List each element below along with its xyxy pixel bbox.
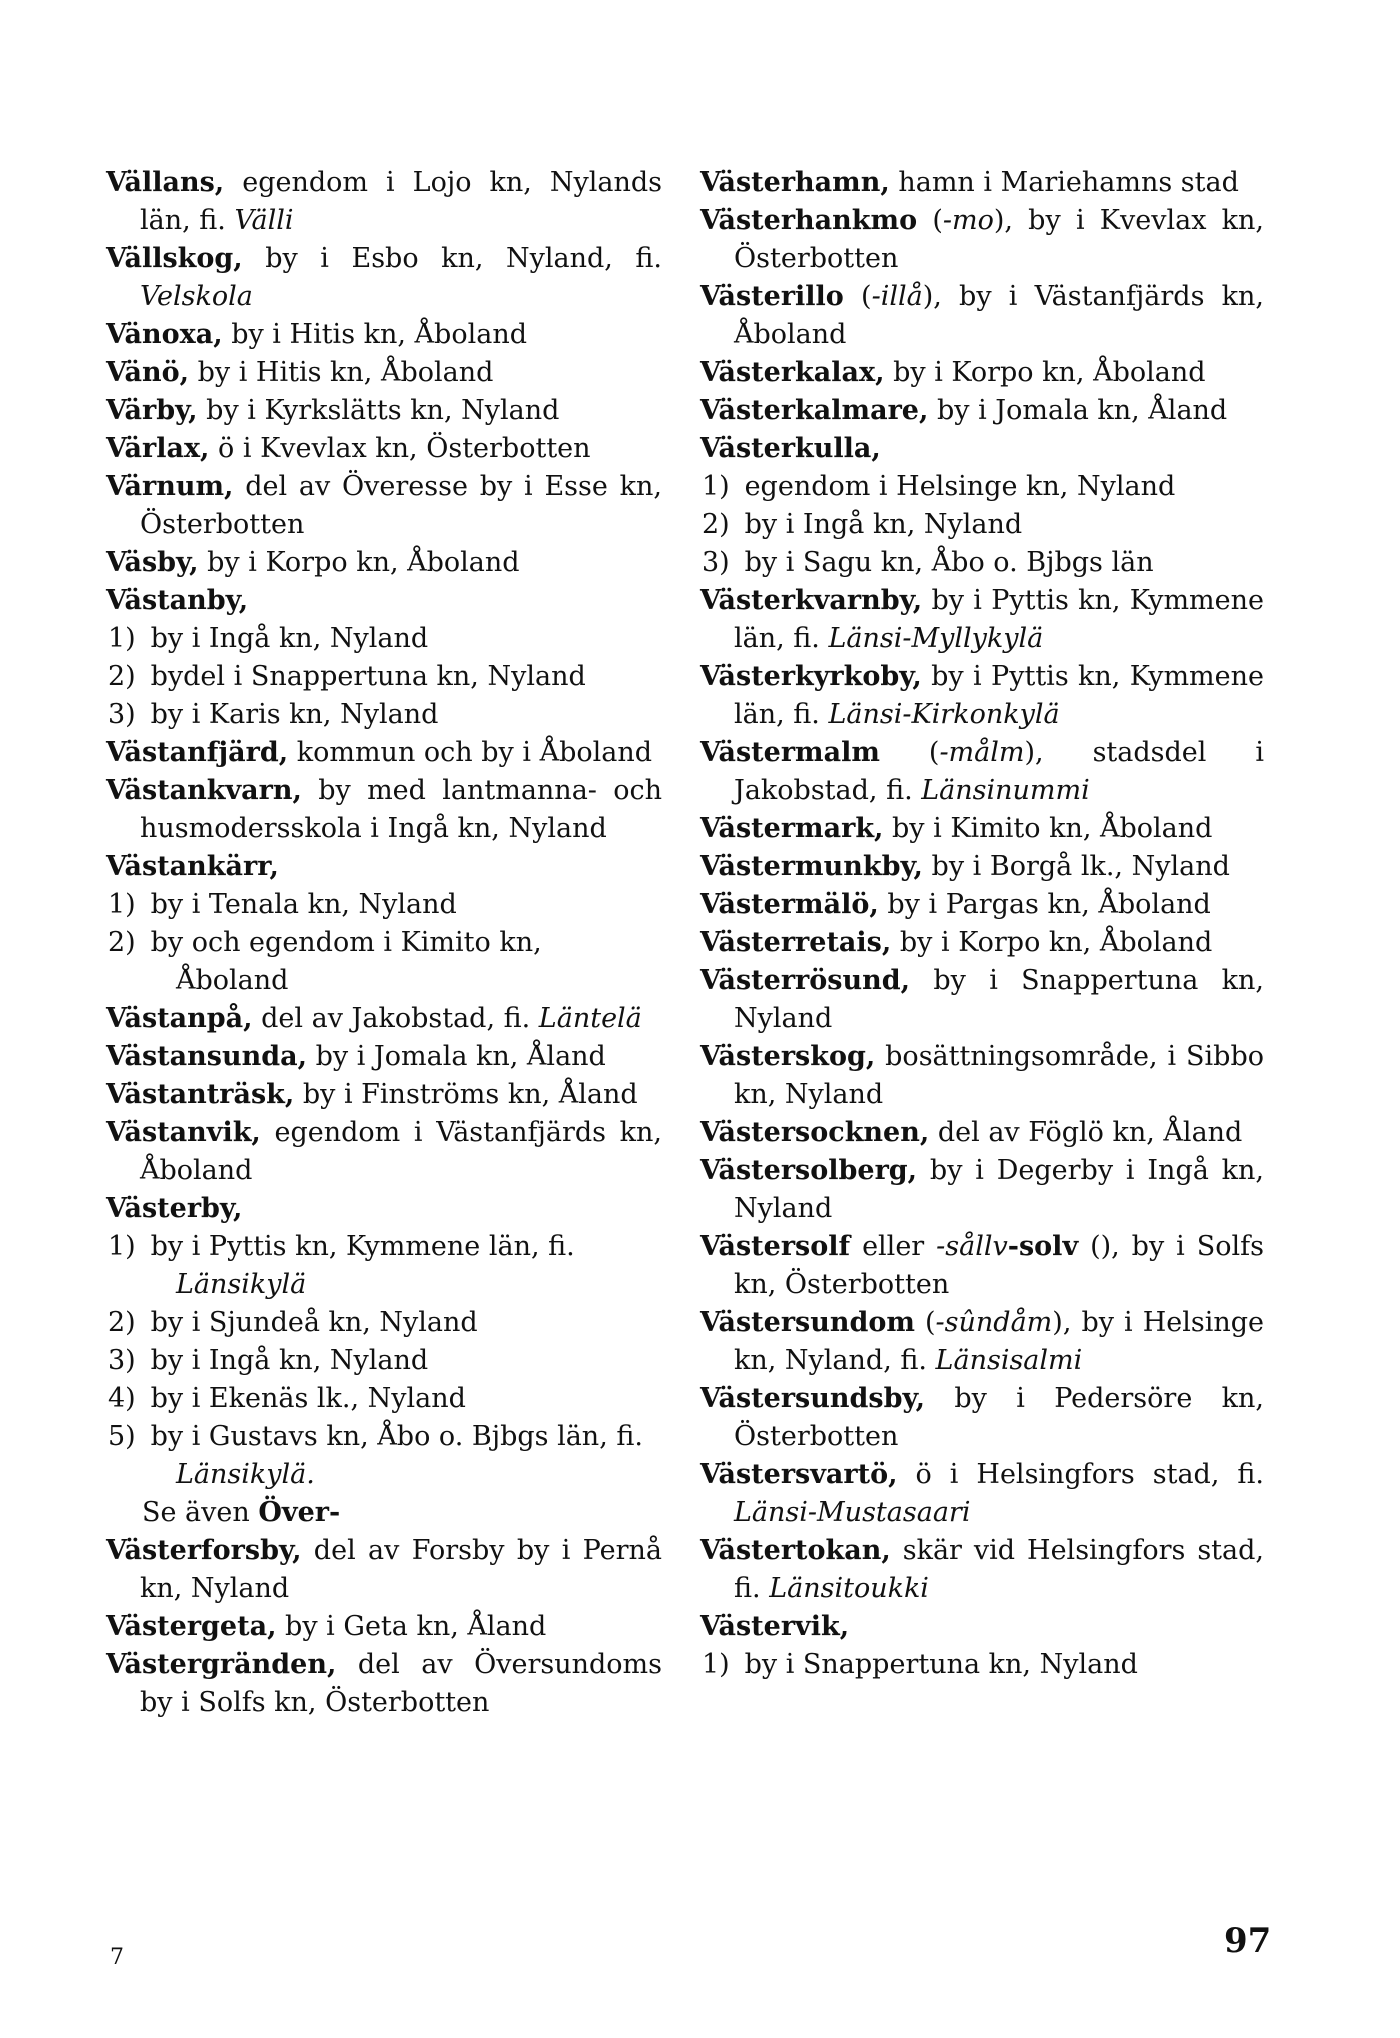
- dictionary-entry: [700, 392, 1264, 430]
- dictionary-entry: [700, 1608, 1264, 1646]
- sub-item-finnish-name: Länsikylä: [176, 1269, 307, 1300]
- entry-text: by i Finströms kn, Åland: [294, 1079, 638, 1110]
- sub-item-text: by i Pyttis kn, Kymmene län, fi.: [142, 1231, 575, 1262]
- entry-headword: Västerskog,: [700, 1041, 876, 1072]
- dictionary-entry: [106, 1038, 662, 1076]
- dictionary-entry: [106, 468, 662, 544]
- entry-headword: Värlax,: [106, 433, 210, 464]
- entry-finnish-name: -mo: [942, 205, 994, 236]
- see-also-reference: Över-: [258, 1497, 341, 1528]
- dictionary-entry: [700, 582, 1264, 658]
- entry-text: by i Pargas kn, Åboland: [878, 889, 1211, 920]
- dictionary-entry: [106, 582, 662, 620]
- entry-headword: Värnum,: [106, 471, 234, 502]
- dictionary-entry: [106, 734, 662, 772]
- entry-text: kommun och by i Åboland: [288, 737, 653, 768]
- dictionary-entry: [700, 1532, 1264, 1608]
- entry-headword: Västermark,: [700, 813, 884, 844]
- dictionary-entry: [106, 1076, 662, 1114]
- entry-text: skär vid Helsingfors stad, fi.: [734, 1535, 1264, 1604]
- entry-text: by i Jomala kn, Åland: [307, 1041, 606, 1072]
- dictionary-entry: [700, 848, 1264, 886]
- sub-item-text: egendom i Helsinge kn, Nyland: [736, 471, 1176, 502]
- entry-text: (: [914, 1307, 936, 1338]
- entry-text: ), by i Kvevlax kn, Österbotten: [734, 205, 1264, 274]
- sub-item-text: by i Karis kn, Nyland: [142, 699, 439, 730]
- entry-headword: Värby,: [106, 395, 198, 426]
- see-also: [106, 1494, 662, 1532]
- entry-headword: Västerretais,: [700, 927, 892, 958]
- entry-text: by i Korpo kn, Åboland: [891, 927, 1213, 958]
- entry-sub-item: 3) by i Ingå kn, Nyland: [108, 1345, 429, 1376]
- entry-finnish-name: Länsisalmi: [935, 1345, 1083, 1376]
- entry-text: by i Jomala kn, Åland: [928, 395, 1228, 426]
- entry-headword: Västanby,: [106, 585, 249, 616]
- see-also-text: Se även: [142, 1497, 259, 1528]
- entry-headword: Västerforsby,: [106, 1535, 302, 1566]
- entry-headword: Västerhamn,: [700, 167, 890, 198]
- entry-sub-item: 2) by och egendom i Kimito kn, Åboland: [108, 927, 542, 996]
- entry-text: (: [917, 205, 943, 236]
- entry-finnish-name: -sûndåm: [935, 1307, 1053, 1338]
- sub-item-text: by i Ingå kn, Nyland: [142, 1345, 429, 1376]
- entry-finnish-name: -sållv: [936, 1231, 1008, 1262]
- sub-item-text: by i Ingå kn, Nyland: [736, 509, 1023, 540]
- entry-text: by i Pyttis kn, Kymmene län, fi.: [734, 585, 1264, 654]
- entry-text: by i Pyttis kn, Kymmene län, fi.: [734, 661, 1264, 730]
- dictionary-entry: [700, 810, 1264, 848]
- entry-headword: Västergeta,: [106, 1611, 277, 1642]
- dictionary-entry: [700, 1038, 1264, 1114]
- entry-sub-item: 1) by i Pyttis kn, Kymmene län, fi. Länsikylä: [108, 1231, 575, 1300]
- entry-text: by i Korpo kn, Åboland: [198, 547, 520, 578]
- entry-text: (: [843, 281, 872, 312]
- dictionary-entry: [700, 1456, 1264, 1532]
- entry-headword: Västerkalmare,: [700, 395, 929, 426]
- entry-text: ), stadsdel i Jakobstad, fi.: [734, 737, 1264, 806]
- entry-headword: Västervik,: [700, 1611, 850, 1642]
- dictionary-entry: [700, 1114, 1264, 1152]
- entry-headword: Västankärr,: [106, 851, 279, 882]
- sub-item-text: by i Ingå kn, Nyland: [142, 623, 429, 654]
- page-number: 97: [1224, 1921, 1272, 1961]
- dictionary-entry: [106, 430, 662, 468]
- sub-item-finnish-name: Länsikylä.: [176, 1459, 315, 1490]
- entry-finnish-name: Länsinummi: [921, 775, 1090, 806]
- dictionary-entry: [106, 848, 662, 886]
- sub-item-text: by i Ekenäs lk., Nyland: [142, 1383, 466, 1414]
- entry-headword: Västankvarn,: [106, 775, 302, 806]
- entry-text: ), by i Helsinge kn, Nyland, fi.: [734, 1307, 1264, 1376]
- entry-text: ), by i Västanfjärds kn, Åboland: [734, 281, 1264, 350]
- entry-headword: Västersolf: [700, 1231, 851, 1262]
- sub-item-text: by och egendom i Kimito kn, Åboland: [142, 927, 542, 996]
- dictionary-entry: [700, 924, 1264, 962]
- entry-headword: Västanfjärd,: [106, 737, 289, 768]
- entry-headword-variant: -solv: [1007, 1231, 1079, 1262]
- entry-finnish-name: Länsitoukki: [769, 1573, 929, 1604]
- entry-headword: Västerkalax,: [700, 357, 885, 388]
- entry-finnish-name: Velskola: [140, 281, 253, 312]
- entry-text: (: [879, 737, 940, 768]
- sub-item-text: by i Sagu kn, Åbo o. Bjbgs län: [736, 547, 1154, 578]
- left-column: [106, 164, 662, 1722]
- entry-text: ö i Kvevlax kn, Österbotten: [209, 433, 591, 464]
- dictionary-entry: [106, 164, 662, 240]
- dictionary-entry: [106, 240, 662, 316]
- entry-sub-item: 2) by i Ingå kn, Nyland: [702, 509, 1023, 540]
- entry-text: hamn i Mariehamns stad: [889, 167, 1239, 198]
- entry-sub-item: 3) by i Karis kn, Nyland: [108, 699, 439, 730]
- dictionary-entry: [106, 544, 662, 582]
- entry-text: bosättningsområde, i Sibbo kn, Nyland: [734, 1041, 1264, 1110]
- entry-headword: Västerrösund,: [700, 965, 911, 996]
- entry-headword: Västerillo: [700, 281, 844, 312]
- entry-headword: Västermälö,: [700, 889, 879, 920]
- entry-headword: Västermalm: [700, 737, 880, 768]
- dictionary-entry: [700, 658, 1264, 734]
- dictionary-entry: [700, 1152, 1264, 1228]
- entry-text: by i Borgå lk., Nyland: [922, 851, 1230, 882]
- dictionary-entry: [106, 392, 662, 430]
- dictionary-entry: [106, 1114, 662, 1190]
- entry-headword: Västerhankmo: [700, 205, 918, 236]
- entry-text: by i Kimito kn, Åboland: [883, 813, 1213, 844]
- entry-finnish-name: Länsi-Mustasaari: [734, 1497, 971, 1528]
- dictionary-entry: [700, 1380, 1264, 1456]
- entry-text: by med lantmanna- och husmodersskola i Ingå kn, Nyland: [140, 775, 662, 844]
- entry-text: by i Hitis kn, Åboland: [222, 319, 527, 350]
- dictionary-entry: [700, 1228, 1264, 1304]
- dictionary-entry: [106, 1608, 662, 1646]
- dictionary-entry: [106, 1532, 662, 1608]
- right-column: [700, 164, 1264, 1684]
- entry-sub-item: 2) bydel i Snappertuna kn, Nyland: [108, 661, 586, 692]
- entry-text: del av Forsby by i Pernå kn, Nyland: [140, 1535, 662, 1604]
- dictionary-entry: [700, 430, 1264, 468]
- dictionary-entry: [106, 316, 662, 354]
- entry-headword: Västerkvarnby,: [700, 585, 923, 616]
- entry-text: del av Överesse by i Esse kn, Österbotten: [140, 471, 662, 540]
- entry-headword: Västerkulla,: [700, 433, 881, 464]
- entry-sub-item: 1) by i Tenala kn, Nyland: [108, 889, 457, 920]
- entry-headword: Västersundsby,: [700, 1383, 925, 1414]
- entry-text: del av Jakobstad, fi.: [252, 1003, 539, 1034]
- entry-headword: Västerby,: [106, 1193, 243, 1224]
- entry-headword: Västersolberg,: [700, 1155, 918, 1186]
- entry-sub-item: 2) by i Sjundeå kn, Nyland: [108, 1307, 478, 1338]
- entry-text: by i Hitis kn, Åboland: [189, 357, 494, 388]
- entry-headword: Västersocknen,: [700, 1117, 930, 1148]
- entry-text: by i Geta kn, Åland: [276, 1611, 547, 1642]
- entry-sub-item: 1) egendom i Helsinge kn, Nyland: [702, 471, 1176, 502]
- dictionary-entry: [106, 1190, 662, 1228]
- entry-text: by i Snappertuna kn, Nyland: [734, 965, 1264, 1034]
- entry-text: ), by i Solfs kn, Österbotten: [734, 1231, 1264, 1300]
- dictionary-entry: [700, 202, 1264, 278]
- entry-headword: Vänoxa,: [106, 319, 223, 350]
- printer-signature: 7: [110, 1945, 124, 1970]
- entry-text: egendom i Västanfjärds kn, Åboland: [140, 1117, 662, 1186]
- entry-headword: Väsby,: [106, 547, 199, 578]
- entry-finnish-name: Välli: [234, 205, 294, 236]
- entry-headword: Vällans,: [106, 167, 225, 198]
- sub-item-text: bydel i Snappertuna kn, Nyland: [142, 661, 586, 692]
- entry-finnish-name: Läntelä: [538, 1003, 642, 1034]
- entry-text: by i Esbo kn, Nyland, fi.: [242, 243, 662, 274]
- dictionary-entry: [700, 1304, 1264, 1380]
- entry-sub-item: 1) by i Snappertuna kn, Nyland: [702, 1649, 1138, 1680]
- entry-headword: Västertokan,: [700, 1535, 891, 1566]
- entry-sub-item: 4) by i Ekenäs lk., Nyland: [108, 1383, 466, 1414]
- dictionary-entry: [106, 354, 662, 392]
- entry-text: by i Kyrkslätts kn, Nyland: [197, 395, 560, 426]
- entry-headword: Västerkyrkoby,: [700, 661, 922, 692]
- sub-item-text: by i Snappertuna kn, Nyland: [736, 1649, 1138, 1680]
- dictionary-entry: [700, 354, 1264, 392]
- entry-headword: Västersvartö,: [700, 1459, 898, 1490]
- entry-text: del av Översundoms by i Solfs kn, Österbotten: [140, 1649, 662, 1718]
- dictionary-entry: [700, 962, 1264, 1038]
- entry-text: eller: [850, 1231, 937, 1262]
- entry-headword: Västanvik,: [106, 1117, 261, 1148]
- entry-headword: Västanpå,: [106, 1003, 253, 1034]
- dictionary-entry: [106, 1646, 662, 1722]
- sub-item-text: by i Gustavs kn, Åbo o. Bjbgs län, fi.: [142, 1421, 643, 1452]
- entry-text: egendom i Lojo kn, Nylands län, fi.: [140, 167, 662, 236]
- entry-headword: Västanträsk,: [106, 1079, 295, 1110]
- entry-text: by i Pedersöre kn, Österbotten: [734, 1383, 1264, 1452]
- entry-finnish-name: Länsi-Kirkonkylä: [828, 699, 1060, 730]
- entry-text: del av Föglö kn, Åland: [929, 1117, 1243, 1148]
- dictionary-entry: [700, 278, 1264, 354]
- entry-headword: Västermunkby,: [700, 851, 923, 882]
- entry-text: ö i Helsingfors stad, fi.: [897, 1459, 1264, 1490]
- sub-item-text: by i Sjundeå kn, Nyland: [142, 1307, 478, 1338]
- entry-text: by i Korpo kn, Åboland: [884, 357, 1206, 388]
- entry-headword: Västersundom: [700, 1307, 915, 1338]
- entry-finnish-name: -illå: [871, 281, 923, 312]
- dictionary-entry: [700, 886, 1264, 924]
- dictionary-entry: [700, 734, 1264, 810]
- entry-headword: Västergränden,: [106, 1649, 337, 1680]
- entry-finnish-name: -målm: [939, 737, 1025, 768]
- entry-sub-item: 5) by i Gustavs kn, Åbo o. Bjbgs län, fi. Länsikylä.: [108, 1421, 643, 1490]
- entry-headword: Vänö,: [106, 357, 190, 388]
- entry-headword: Västansunda,: [106, 1041, 307, 1072]
- entry-headword: Vällskog,: [106, 243, 243, 274]
- entry-text: (: [1078, 1231, 1101, 1262]
- dictionary-entry: [106, 1000, 662, 1038]
- entry-text: by i Degerby i Ingå kn, Nyland: [734, 1155, 1264, 1224]
- sub-item-text: by i Tenala kn, Nyland: [142, 889, 457, 920]
- entry-sub-item: 3) by i Sagu kn, Åbo o. Bjbgs län: [702, 547, 1154, 578]
- entry-finnish-name: Länsi-Myllykylä: [828, 623, 1044, 654]
- dictionary-entry: [106, 772, 662, 848]
- entry-sub-item: 1) by i Ingå kn, Nyland: [108, 623, 429, 654]
- dictionary-entry: [700, 164, 1264, 202]
